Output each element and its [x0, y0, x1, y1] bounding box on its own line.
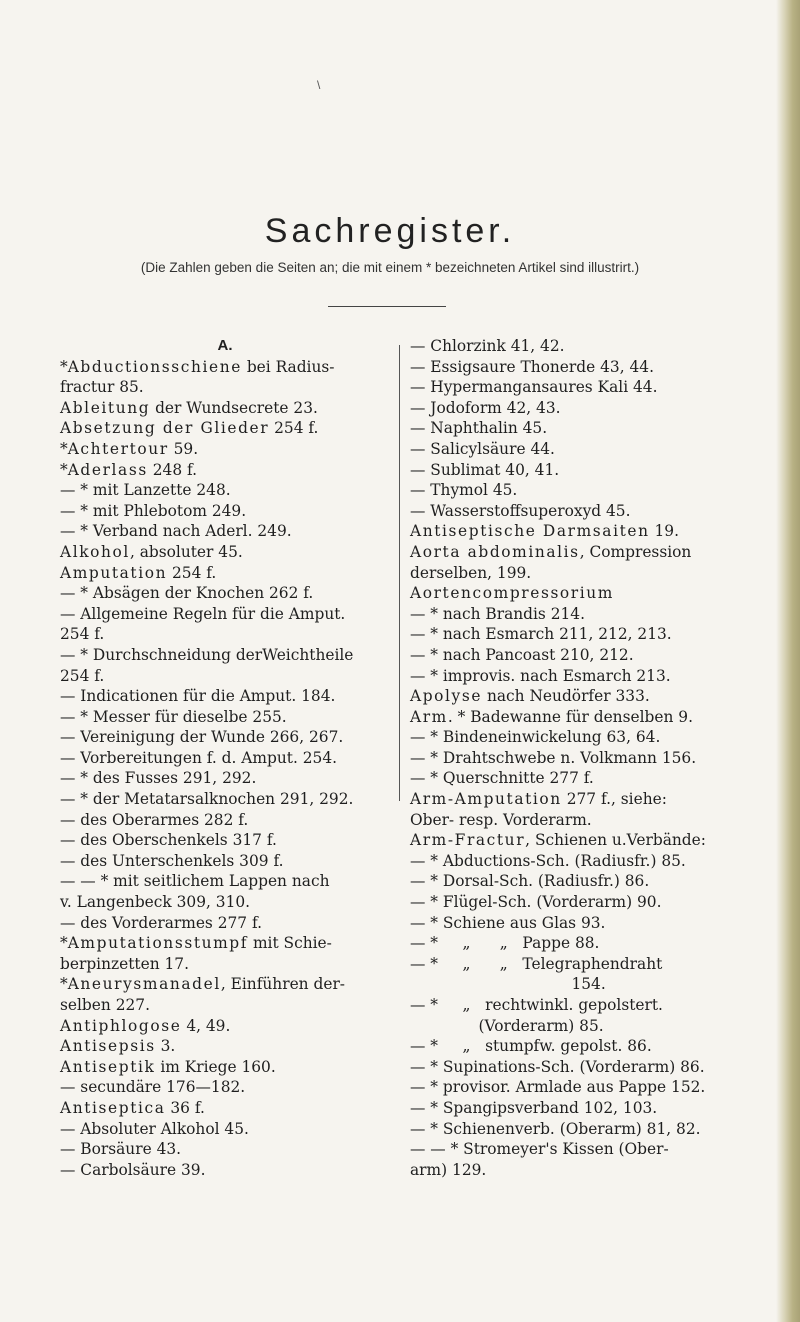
- entry-text: Hypermangansaures Kali 44.: [430, 378, 658, 397]
- entry-keyword: Aneurysmanadel: [67, 975, 221, 994]
- entry-text: des Vorderarmes 277 f.: [80, 913, 263, 932]
- entry-keyword: Aderlass: [67, 460, 148, 479]
- entry-text: des Unterschenkels 309 f.: [80, 851, 284, 870]
- entry-keyword: Abductionsschiene: [67, 357, 242, 376]
- entry-keyword: Amputationsstumpf: [67, 934, 249, 953]
- entry-lead: *: [60, 460, 68, 479]
- entry-text: Absoluter Alkohol 45.: [80, 1119, 249, 1138]
- index-entry: [60, 810, 390, 831]
- entry-lead: —: [410, 728, 431, 747]
- entry-lead: —: [410, 934, 431, 953]
- entry-text: * Bindeneinwickelung 63, 64.: [430, 728, 661, 747]
- entry-text: Indicationen für die Amput. 184.: [80, 687, 336, 706]
- entry-text: Wasserstoffsuperoxyd 45.: [430, 501, 631, 520]
- index-entry: [60, 1160, 390, 1181]
- entry-keyword: Aortencompressorium: [410, 584, 614, 603]
- index-entry: [410, 418, 785, 439]
- entry-text: , Einführen der-: [220, 975, 346, 994]
- entry-lead: —: [410, 954, 431, 973]
- entry-lead: —: [410, 893, 431, 912]
- entry-text: (Vorderarm) 85.: [410, 1016, 604, 1035]
- left-column: [60, 336, 390, 1180]
- index-entry: [60, 666, 390, 687]
- entry-text: * Spangipsverband 102, 103.: [430, 1098, 658, 1117]
- column-divider: [399, 345, 400, 801]
- entry-lead: —: [410, 357, 431, 376]
- entry-keyword: Apolyse: [410, 687, 483, 706]
- index-entry: [60, 377, 390, 398]
- entry-lead: —: [60, 1160, 81, 1179]
- entry-lead: —: [60, 1078, 81, 1097]
- entry-keyword: Antiseptische Darmsaiten: [410, 522, 650, 541]
- index-entry: [410, 624, 785, 645]
- entry-lead: —: [60, 707, 81, 726]
- entry-text: , Compression: [579, 542, 692, 561]
- entry-keyword: Arm-Fractur: [410, 831, 526, 850]
- entry-lead: —: [410, 996, 431, 1014]
- entry-lead: —: [60, 604, 81, 623]
- entry-lead: *: [60, 975, 68, 994]
- index-entry: [410, 398, 785, 419]
- entry-text: Salicylsäure 44.: [430, 439, 555, 458]
- entry-text: der Wundsecrete 23.: [150, 398, 318, 417]
- index-entry: [410, 357, 785, 378]
- entry-lead: —: [410, 439, 431, 458]
- index-entry: [410, 1139, 785, 1160]
- entry-text: * nach Brandis 214.: [430, 604, 585, 623]
- entry-text: * provisor. Armlade aus Pappe 152.: [430, 1078, 706, 1097]
- entry-text: 4, 49.: [181, 1016, 231, 1035]
- index-entry: [60, 624, 390, 645]
- index-entry: [410, 604, 785, 625]
- entry-lead: —: [410, 769, 431, 788]
- entry-text: nach Neudörfer 333.: [482, 687, 650, 706]
- index-entry: [60, 789, 390, 810]
- index-entry: [410, 686, 785, 707]
- index-entry: [410, 954, 785, 975]
- entry-keyword: Aorta abdominalis: [410, 542, 580, 561]
- entry-lead: —: [60, 748, 81, 767]
- entry-lead: —: [60, 728, 81, 747]
- index-entry: [410, 707, 785, 728]
- entry-text: 3.: [155, 1037, 176, 1056]
- index-entry: [410, 521, 785, 542]
- entry-lead: —: [410, 1057, 431, 1076]
- entry-text: im Kriege 160.: [155, 1057, 276, 1076]
- index-entry: [60, 871, 390, 892]
- entry-text: , absoluter 45.: [129, 542, 243, 561]
- entry-text: des Oberarmes 282 f.: [80, 810, 249, 829]
- index-entry: [60, 913, 390, 934]
- index-entry: [60, 768, 390, 789]
- index-entry: [60, 933, 390, 954]
- index-entry: [60, 1119, 390, 1140]
- index-entry: [60, 521, 390, 542]
- entry-text: * Durchschneidung derWeichtheile: [80, 645, 354, 664]
- entry-keyword: Achtertour: [67, 439, 169, 458]
- entry-keyword: Alkohol: [60, 542, 130, 561]
- entry-lead: —: [410, 872, 431, 891]
- entry-text: 154.: [410, 975, 606, 994]
- entry-text: Naphthalin 45.: [430, 419, 548, 438]
- index-entry: [410, 480, 785, 501]
- index-entry: [60, 645, 390, 666]
- index-entry: [60, 1016, 390, 1037]
- index-entry: [60, 460, 390, 481]
- index-entry: [60, 1077, 390, 1098]
- index-entry: [410, 974, 785, 995]
- entry-text: 254 f.: [269, 419, 319, 438]
- entry-keyword: Antiphlogose: [60, 1016, 182, 1035]
- entry-text: fractur 85.: [60, 378, 144, 397]
- entry-text: . * Badewanne für denselben 9.: [447, 707, 693, 726]
- entry-text: 277 f., siehe:: [561, 790, 667, 809]
- entry-lead: —: [410, 460, 431, 479]
- entry-text: * „ stumpfw. gepolst. 86.: [430, 1037, 652, 1056]
- index-entry: [60, 1098, 390, 1119]
- entry-keyword: Antiseptik: [60, 1057, 156, 1076]
- entry-text: Ober- resp. Vorderarm.: [410, 810, 592, 829]
- index-entry: [60, 1057, 390, 1078]
- entry-text: 19.: [649, 522, 679, 541]
- index-entry: [410, 933, 785, 954]
- index-entry: [410, 830, 785, 851]
- index-entry: [410, 1016, 785, 1037]
- entry-lead: —: [60, 1140, 81, 1159]
- index-entry: [410, 563, 785, 584]
- index-entry: [410, 542, 785, 563]
- entry-lead: —: [410, 501, 431, 520]
- entry-text: v. Langenbeck 309, 310.: [60, 893, 251, 912]
- index-entry: [60, 974, 390, 995]
- index-entry: [60, 686, 390, 707]
- index-entry: [410, 460, 785, 481]
- index-entry: [410, 789, 785, 810]
- entry-lead: —: [410, 1119, 431, 1138]
- entry-text: Jodoform 42, 43.: [430, 398, 561, 417]
- entry-lead: —: [410, 1037, 431, 1056]
- index-entry: [410, 336, 785, 357]
- entry-text: * Absägen der Knochen 262 f.: [80, 584, 314, 603]
- index-entry: [60, 418, 390, 439]
- entry-text: * Dorsal-Sch. (Radiusfr.) 86.: [430, 872, 650, 891]
- entry-lead: —: [60, 831, 81, 850]
- entry-text: * mit Phlebotom 249.: [80, 501, 247, 520]
- entry-text: Essigsaure Thonerde 43, 44.: [430, 357, 654, 376]
- entry-text: * Abductions-Sch. (Radiusfr.) 85.: [430, 851, 686, 870]
- entry-lead: —: [60, 645, 81, 664]
- entry-lead: —: [410, 748, 431, 767]
- index-entry: [410, 810, 785, 831]
- entry-lead: —: [410, 645, 431, 664]
- entry-text: secundäre 176—182.: [80, 1078, 246, 1097]
- index-entry: [410, 892, 785, 913]
- entry-text: * Schienenverb. (Oberarm) 81, 82.: [430, 1119, 701, 1138]
- entry-lead: —: [410, 666, 431, 685]
- entry-lead: —: [60, 522, 81, 541]
- entry-lead: *: [60, 439, 68, 458]
- index-entry: [410, 1057, 785, 1078]
- entry-lead: —: [410, 851, 431, 870]
- entry-text: * Flügel-Sch. (Vorderarm) 90.: [430, 893, 662, 912]
- entry-keyword: Arm-Amputation: [410, 790, 562, 809]
- entry-text: arm) 129.: [410, 1160, 487, 1179]
- section-letter: A.: [217, 337, 233, 354]
- page-title: Sachregister.: [264, 212, 516, 250]
- entry-lead: — —: [60, 872, 101, 891]
- index-entry: [410, 851, 785, 872]
- entry-text: * Drahtschwebe n. Volkmann 156.: [430, 748, 697, 767]
- entry-text: * mit seitlichem Lappen nach: [100, 872, 330, 891]
- entry-lead: —: [60, 687, 81, 706]
- entry-lead: —: [60, 913, 81, 932]
- entry-text: Allgemeine Regeln für die Amput.: [80, 604, 346, 623]
- entry-text: Thymol 45.: [430, 481, 518, 500]
- entry-lead: —: [410, 337, 431, 355]
- entry-text: 248 f.: [147, 460, 198, 479]
- entry-text: Sublimat 40, 41.: [430, 460, 560, 479]
- index-entry: [410, 1119, 785, 1140]
- entry-text: , Schienen u.Verbände:: [525, 831, 706, 850]
- index-entry: [410, 727, 785, 748]
- index-entry: [60, 583, 390, 604]
- entry-lead: —: [60, 501, 81, 520]
- index-entry: [60, 398, 390, 419]
- entry-lead: —: [410, 604, 431, 623]
- margin-mark: \: [317, 78, 321, 92]
- left-entry-list: [60, 357, 390, 1181]
- index-entry: [410, 913, 785, 934]
- entry-text: Vorbereitungen f. d. Amput. 254.: [80, 748, 338, 767]
- index-entry: [60, 707, 390, 728]
- entry-lead: —: [60, 810, 81, 829]
- entry-lead: —: [410, 398, 431, 417]
- title-rule: [328, 306, 446, 307]
- index-entry: [60, 830, 390, 851]
- page-subtitle: (Die Zahlen geben die Seiten an; die mit einem * bezeichneten Artikel sind illustrirt.): [140, 260, 640, 275]
- entry-text: 36 f.: [165, 1098, 205, 1117]
- index-entry: [60, 563, 390, 584]
- entry-text: * nach Esmarch 211, 212, 213.: [430, 625, 672, 644]
- entry-text: 59.: [168, 439, 199, 458]
- entry-text: des Oberschenkels 317 f.: [80, 831, 277, 850]
- entry-text: Chlorzink 41, 42.: [430, 337, 565, 355]
- right-entry-list: [410, 336, 785, 1180]
- entry-text: Carbolsäure 39.: [80, 1160, 206, 1179]
- entry-text: * mit Lanzette 248.: [80, 481, 231, 500]
- entry-text: * nach Pancoast 210, 212.: [430, 645, 634, 664]
- entry-text: 254 f.: [60, 666, 105, 685]
- entry-text: * „ rechtwinkl. gepolstert.: [430, 996, 663, 1014]
- entry-text: Borsäure 43.: [80, 1140, 182, 1159]
- index-entry: [410, 666, 785, 687]
- index-entry: [60, 542, 390, 563]
- index-entry: [60, 748, 390, 769]
- index-entry: [60, 727, 390, 748]
- index-entry: [60, 480, 390, 501]
- entry-lead: —: [60, 851, 81, 870]
- index-entry: [60, 439, 390, 460]
- entry-lead: —: [60, 481, 81, 500]
- index-entry: [410, 583, 785, 604]
- index-entry: [410, 1098, 785, 1119]
- index-entry: [60, 851, 390, 872]
- index-entry: [60, 892, 390, 913]
- entry-text: * Querschnitte 277 f.: [430, 769, 594, 788]
- entry-text: Vereinigung der Wunde 266, 267.: [80, 728, 344, 747]
- entry-lead: —: [410, 481, 431, 500]
- index-entry: [410, 1160, 785, 1181]
- entry-keyword: Arm: [410, 707, 448, 726]
- entry-lead: —: [410, 913, 431, 932]
- entry-keyword: Antisepsis: [60, 1037, 156, 1056]
- entry-text: * der Metatarsalknochen 291, 292.: [80, 790, 354, 809]
- entry-lead: —: [60, 790, 81, 809]
- entry-text: 254 f.: [60, 625, 105, 644]
- entry-keyword: Absetzung der Glieder: [60, 419, 270, 438]
- entry-text: mit Schie-: [248, 934, 332, 953]
- index-entry: [60, 357, 390, 378]
- index-entry: [60, 954, 390, 975]
- index-entry: [60, 995, 390, 1016]
- entry-text: * „ „ Pappe 88.: [430, 934, 600, 953]
- entry-lead: *: [60, 357, 68, 376]
- entry-keyword: Antiseptica: [60, 1098, 166, 1117]
- index-entry: [410, 645, 785, 666]
- entry-lead: —: [410, 625, 431, 644]
- entry-text: 254 f.: [167, 563, 217, 582]
- entry-lead: —: [60, 584, 81, 603]
- entry-lead: —: [60, 769, 81, 788]
- entry-text: berpinzetten 17.: [60, 954, 189, 973]
- entry-keyword: Ableitung: [60, 398, 151, 417]
- index-entry: [410, 768, 785, 789]
- index-entry: [410, 439, 785, 460]
- entry-text: * des Fusses 291, 292.: [80, 769, 257, 788]
- entry-text: * Messer für dieselbe 255.: [80, 707, 287, 726]
- entry-lead: — —: [410, 1140, 451, 1159]
- index-entry: [410, 1077, 785, 1098]
- index-entry: [410, 501, 785, 522]
- index-entry: [60, 1139, 390, 1160]
- entry-text: selben 227.: [60, 996, 150, 1014]
- index-entry: [410, 871, 785, 892]
- entry-text: * Stromeyer's Kissen (Ober-: [450, 1140, 669, 1159]
- entry-keyword: Amputation: [60, 563, 168, 582]
- entry-lead: —: [410, 1098, 431, 1117]
- index-entry: [60, 1036, 390, 1057]
- entry-text: * improvis. nach Esmarch 213.: [430, 666, 671, 685]
- entry-text: * Schiene aus Glas 93.: [430, 913, 606, 932]
- entry-text: * Verband nach Aderl. 249.: [80, 522, 292, 541]
- index-entry: [60, 604, 390, 625]
- entry-lead: *: [60, 934, 68, 953]
- entry-lead: —: [60, 1119, 81, 1138]
- entry-text: * „ „ Telegraphendraht: [430, 954, 663, 973]
- entry-lead: —: [410, 1078, 431, 1097]
- entry-text: derselben, 199.: [410, 563, 532, 582]
- index-entry: [410, 377, 785, 398]
- index-entry: [410, 748, 785, 769]
- index-entry: [60, 501, 390, 522]
- entry-text: bei Radius-: [241, 357, 335, 376]
- index-entry: [410, 1036, 785, 1057]
- entry-lead: —: [410, 378, 431, 397]
- right-column: [410, 336, 785, 1180]
- entry-text: * Supinations-Sch. (Vorderarm) 86.: [430, 1057, 705, 1076]
- entry-lead: —: [410, 419, 431, 438]
- index-entry: [410, 995, 785, 1016]
